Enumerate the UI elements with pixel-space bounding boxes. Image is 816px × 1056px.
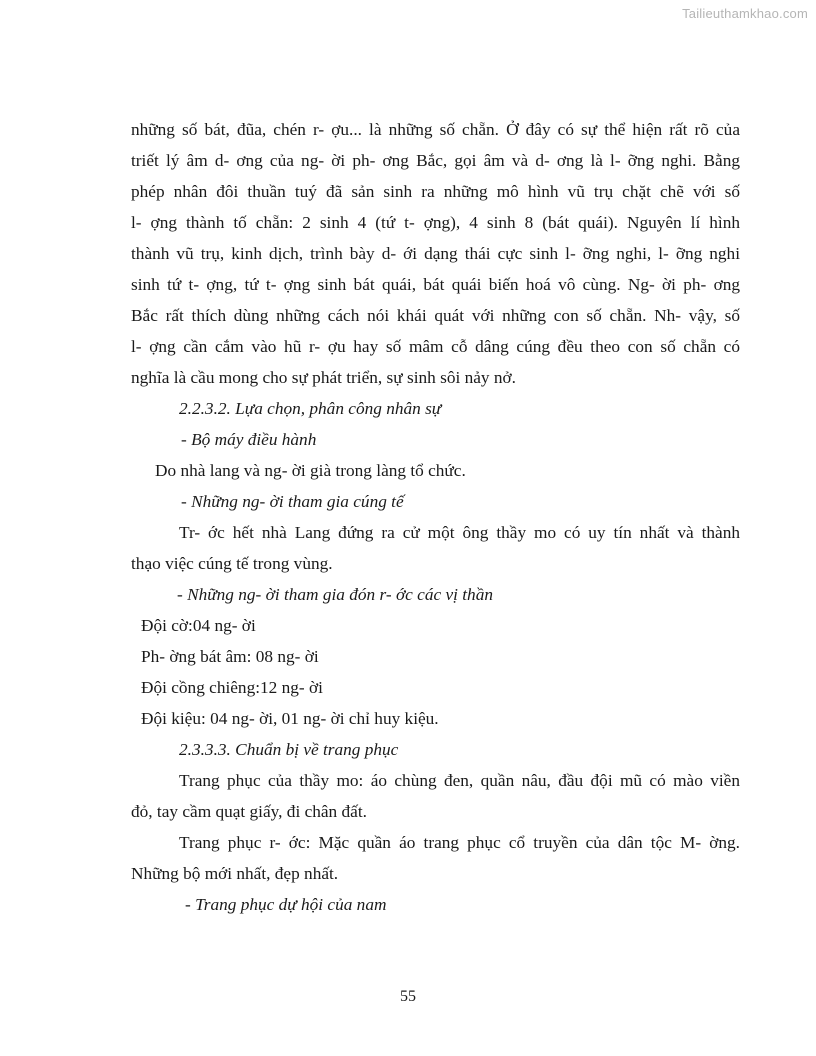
subheading: - Trang phục dự hội của nam <box>185 895 387 914</box>
text-line: l- ợng thành tố chẵn: 2 sinh 4 (tứ t- ợng), 4 sinh 8 (bát quái). Nguyên lí hình <box>131 213 740 232</box>
section-heading: 2.3.3.3. Chuẩn bị về trang phục <box>179 740 399 759</box>
text-line: Do nhà lang và ng- ời già trong làng tổ chức. <box>155 461 466 480</box>
text-line: Trang phục r- ớc: Mặc quần áo trang phục cổ truyền của dân tộc M- ờng. <box>179 833 740 852</box>
text-line: l- ợng cần cắm vào hũ r- ợu hay số mâm cỗ dâng cúng đều theo con số chẵn có <box>131 337 740 356</box>
text-line: phép nhân đôi thuần tuý đã sản sinh ra những mô hình vũ trụ chặt chẽ với số <box>131 182 740 201</box>
text-line: những số bát, đũa, chén r- ợu... là những số chẵn. Ở đây có sự thể hiện rất rõ của <box>131 120 740 139</box>
text-line: thạo việc cúng tế trong vùng. <box>131 554 333 573</box>
section-heading: 2.2.3.2. Lựa chọn, phân công nhân sự <box>179 399 442 418</box>
text-line: thành vũ trụ, kinh dịch, trình bày d- ới dạng thái cực sinh l- ỡng nghi, l- ỡng nghi <box>131 244 740 263</box>
list-item: Ph- ờng bát âm: 08 ng- ời <box>141 647 319 666</box>
watermark-text: Tailieuthamkhao.com <box>682 6 808 21</box>
text-line: sinh tứ t- ợng, tứ t- ợng sinh bát quái, bát quái biến hoá vô cùng. Ng- ời ph- ơng <box>131 275 740 294</box>
page-body <box>131 114 740 920</box>
text-line: đỏ, tay cầm quạt giấy, đi chân đất. <box>131 802 367 821</box>
text-line: triết lý âm d- ơng của ng- ời ph- ơng Bắc, gọi âm và d- ơng là l- ỡng nghi. Bằng <box>131 151 740 170</box>
text-line: Trang phục của thầy mo: áo chùng đen, quần nâu, đầu đội mũ có mào viền <box>179 771 740 790</box>
list-item: Đội cồng chiêng:12 ng- ời <box>141 678 323 697</box>
list-item: Đội kiệu: 04 ng- ời, 01 ng- ời chỉ huy kiệu. <box>141 709 439 728</box>
text-line: Bắc rất thích dùng những cách nói khái quát với những con số chẵn. Nh- vậy, số <box>131 306 740 325</box>
text-line: nghĩa là cầu mong cho sự phát triển, sự sinh sôi nảy nở. <box>131 368 516 387</box>
page-number: 55 <box>400 988 416 1005</box>
subheading: - Những ng- ời tham gia đón r- ớc các vị thần <box>177 585 493 604</box>
subheading: - Những ng- ời tham gia cúng tế <box>181 492 404 511</box>
subheading: - Bộ máy điều hành <box>181 430 317 449</box>
text-line: Tr- ớc hết nhà Lang đứng ra cử một ông thầy mo có uy tín nhất và thành <box>179 523 740 542</box>
text-line: Những bộ mới nhất, đẹp nhất. <box>131 864 339 883</box>
list-item: Đội cờ:04 ng- ời <box>141 616 256 635</box>
